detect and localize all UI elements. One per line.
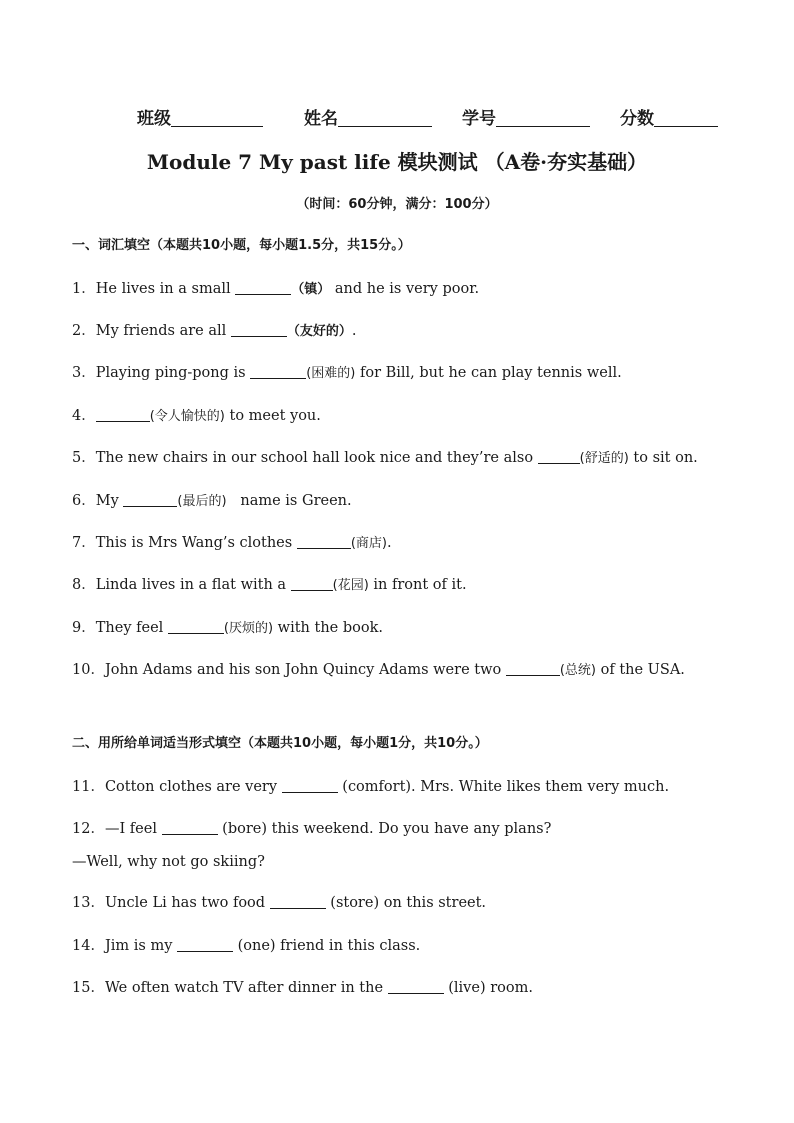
section1-heading: 一、词汇填空（本题共10小题，每小题1.5分，共15分。） [72,238,411,253]
answer-blank[interactable] [282,778,338,793]
question-2: 2．My friends are all （友好的）. [72,323,357,339]
answer-blank[interactable] [297,534,351,549]
score-field [620,104,718,129]
page-subtitle: （时间：60分钟，满分：100分） [296,197,498,212]
id-blank[interactable] [496,108,590,127]
answer-blank[interactable] [96,407,150,422]
question-12-reply: —Well, why not go skiing? [72,854,265,870]
question-5: 5．The new chairs in our school hall look nice and they’re also (舒适的) to sit on. [72,450,698,466]
answer-blank[interactable] [162,820,218,835]
answer-blank[interactable] [177,937,233,952]
page-title: Module 7 My past life 模块测试 （A卷·夯实基础） [146,150,648,174]
answer-blank[interactable] [235,280,291,295]
answer-blank[interactable] [538,449,580,464]
question-3: 3．Playing ping-pong is (困难的) for Bill, but he can play tennis well. [72,365,622,381]
question-7: 7．This is Mrs Wang’s clothes (商店). [72,535,392,551]
question-14: 14．Jim is my (one) friend in this class. [72,938,421,954]
score-label: 分数 [620,109,654,129]
class-field [137,104,263,129]
id-label: 学号 [462,109,496,129]
answer-blank[interactable] [388,979,444,994]
question-11: 11．Cotton clothes are very (comfort). Mrs. White likes them very much. [72,779,670,795]
question-8: 8．Linda lives in a flat with a (花园) in front of it. [72,577,467,593]
answer-blank[interactable] [291,576,333,591]
answer-blank[interactable] [231,322,287,337]
id-field [462,104,590,129]
question-10: 10．John Adams and his son John Quincy Adams were two (总统) of the USA. [72,662,685,678]
student-info-row [0,104,794,130]
answer-blank[interactable] [270,894,326,909]
class-blank[interactable] [171,108,263,127]
class-label: 班级 [137,109,171,129]
question-4: 4． (令人愉快的) to meet you. [72,408,321,424]
score-blank[interactable] [654,108,718,127]
question-13: 13．Uncle Li has two food (store) on this street. [72,895,487,911]
name-blank[interactable] [338,108,432,127]
answer-blank[interactable] [506,661,560,676]
question-15: 15．We often watch TV after dinner in the (live) room. [72,980,533,996]
name-field [304,104,432,129]
question-9: 9．They feel (厌烦的) with the book. [72,620,383,636]
question-6: 6．My (最后的) name is Green. [72,493,352,509]
name-label: 姓名 [304,109,338,129]
answer-blank[interactable] [123,492,177,507]
answer-blank[interactable] [250,364,306,379]
section2-heading: 二、用所给单词适当形式填空（本题共10小题，每小题1分，共10分。） [72,736,488,751]
question-12: 12．—I feel (bore) this weekend. Do you have any plans? [72,821,552,837]
answer-blank[interactable] [168,619,224,634]
question-1: 1．He lives in a small （镇） and he is very poor. [72,281,480,297]
